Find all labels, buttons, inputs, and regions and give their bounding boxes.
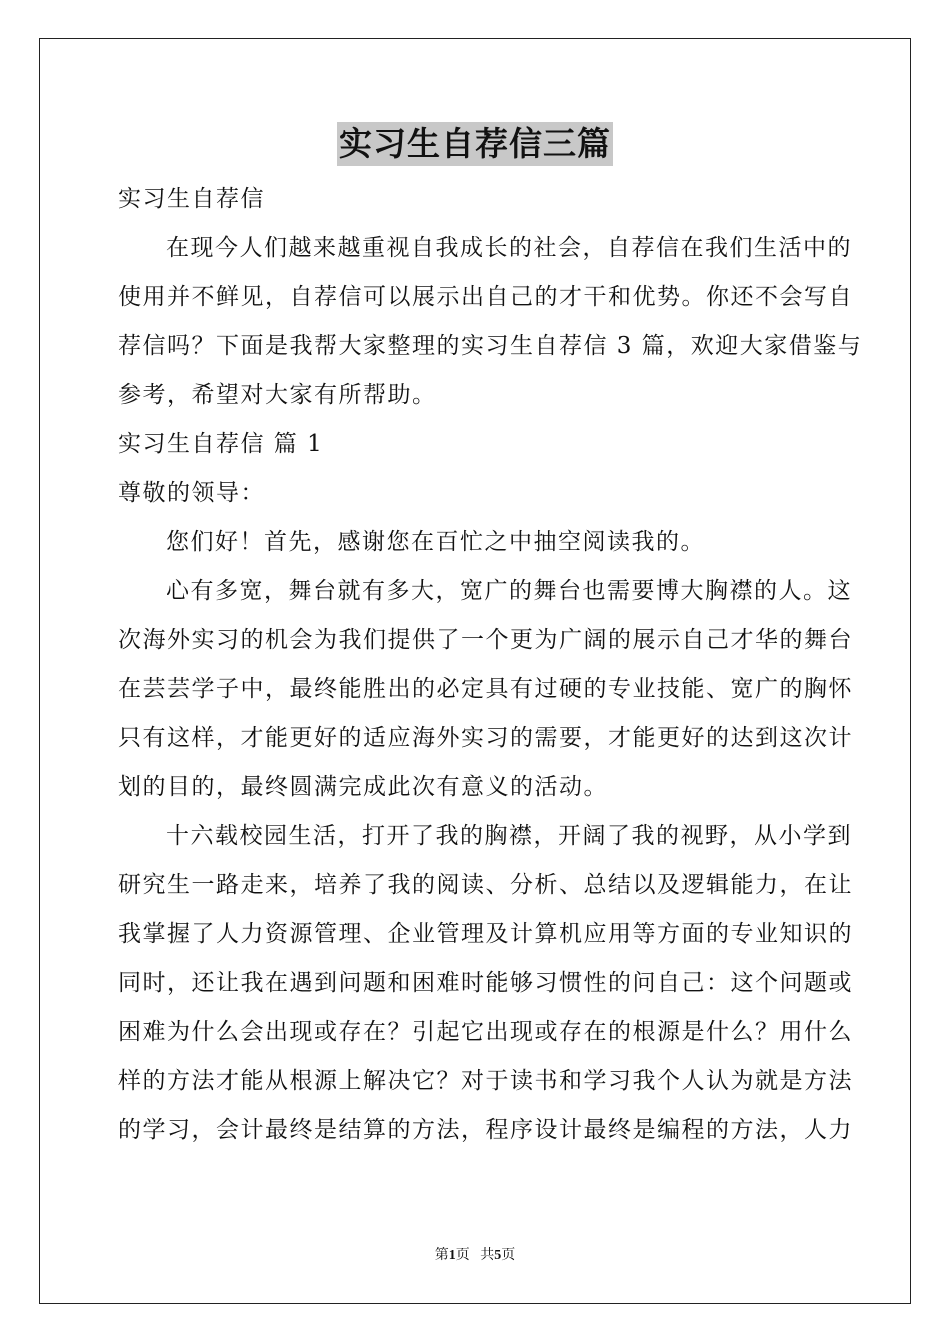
footer-page-number: 1 bbox=[448, 1248, 456, 1263]
text-line: 的学习，会计最终是结算的方法，程序设计最终是编程的方法，人力 bbox=[118, 1117, 853, 1143]
text-line: 划的目的，最终圆满完成此次有意义的活动。 bbox=[118, 774, 608, 800]
text-line: 实习生自荐信 篇 1 bbox=[118, 431, 324, 457]
footer-total-prefix: 共 bbox=[480, 1248, 495, 1263]
text-line: 次海外实习的机会为我们提供了一个更为广阔的展示自己才华的舞台 bbox=[118, 627, 853, 653]
text-line: 样的方法才能从根源上解决它？对于读书和学习我个人认为就是方法 bbox=[118, 1068, 853, 1094]
text-line: 同时，还让我在遇到问题和困难时能够习惯性的问自己：这个问题或 bbox=[118, 970, 853, 996]
document-body bbox=[118, 178, 863, 1158]
text-line: 困难为什么会出现或存在？引起它出现或存在的根源是什么？用什么 bbox=[118, 1019, 853, 1045]
footer-page-prefix: 第 bbox=[434, 1248, 449, 1263]
title-container bbox=[0, 122, 950, 166]
document-title: 实习生自荐信三篇 bbox=[337, 122, 613, 166]
text-line: 尊敬的领导： bbox=[118, 480, 265, 506]
page-footer bbox=[0, 1244, 950, 1264]
text-line: 使用并不鲜见，自荐信可以展示出自己的才干和优势。你还不会写自 bbox=[118, 284, 853, 310]
text-line: 十六载校园生活，打开了我的胸襟，开阔了我的视野，从小学到 bbox=[166, 823, 852, 849]
text-line: 心有多宽，舞台就有多大，宽广的舞台也需要博大胸襟的人。这 bbox=[166, 578, 852, 604]
text-line: 荐信吗？下面是我帮大家整理的实习生自荐信 3 篇，欢迎大家借鉴与 bbox=[118, 333, 863, 359]
text-line: 您们好！首先，感谢您在百忙之中抽空阅读我的。 bbox=[166, 529, 705, 555]
footer-page-suffix: 页 bbox=[455, 1248, 470, 1263]
footer-total-pages: 5 bbox=[494, 1248, 502, 1263]
text-line: 实习生自荐信 bbox=[118, 186, 265, 212]
text-line: 只有这样，才能更好的适应海外实习的需要，才能更好的达到这次计 bbox=[118, 725, 853, 751]
footer-total-suffix: 页 bbox=[501, 1248, 516, 1263]
text-line: 在现今人们越来越重视自我成长的社会，自荐信在我们生活中的 bbox=[166, 235, 852, 261]
text-line: 在芸芸学子中，最终能胜出的必定具有过硬的专业技能、宽广的胸怀 bbox=[118, 676, 853, 702]
text-line: 我掌握了人力资源管理、企业管理及计算机应用等方面的专业知识的 bbox=[118, 921, 853, 947]
text-line: 参考，希望对大家有所帮助。 bbox=[118, 382, 437, 408]
text-line: 研究生一路走来，培养了我的阅读、分析、总结以及逻辑能力，在让 bbox=[118, 872, 853, 898]
